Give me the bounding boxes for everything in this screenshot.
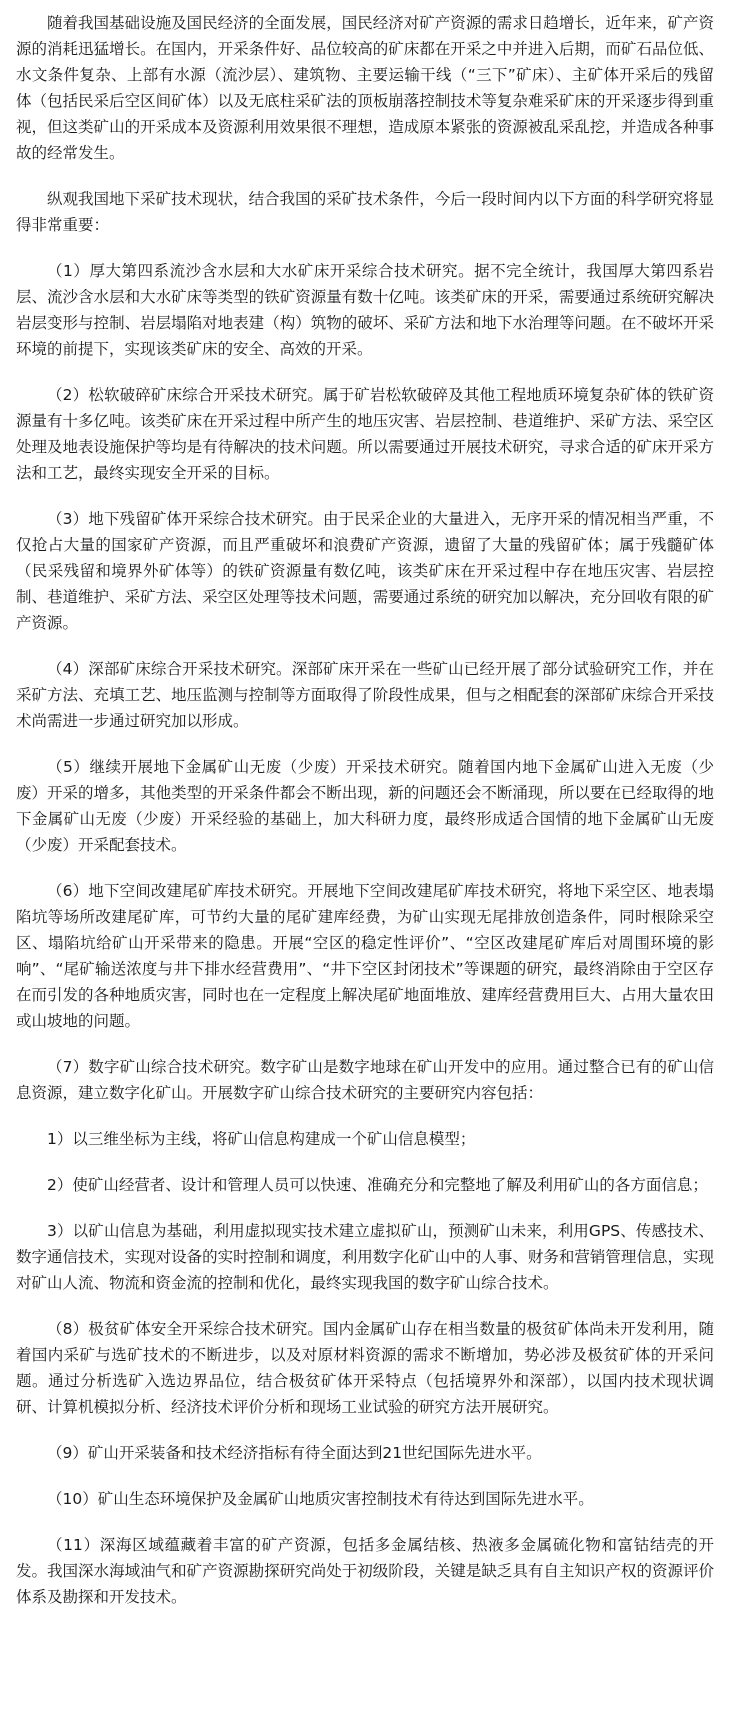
paragraph-item-2: （2）松软破碎矿床综合开采技术研究。属于矿岩松软破碎及其他工程地质环境复杂矿体的铁矿资源量有十多亿吨。该类矿床在开采过程中所产生的地压灾害、岩层控制、巷道维护、采矿方法、采空区处理及地表设施保护等均是有待解决的技术问题。所以需要通过开展技术研究，寻求合适的矿床开采方法和工艺，最终实现安全开采的目标。 xyxy=(16,386,714,482)
paragraph-item-10: （10）矿山生态环境保护及金属矿山地质灾害控制技术有待达到国际先进水平。 xyxy=(47,1490,594,1508)
paragraph-item-4: （4）深部矿床综合开采技术研究。深部矿床开采在一些矿山已经开展了部分试验研究工作，并在采矿方法、充填工艺、地压监测与控制等方面取得了阶段性成果，但与之相配套的深部矿床综合开采技术尚需进一步通过研究加以形成。 xyxy=(16,660,714,730)
paragraph-item-7: （7）数字矿山综合技术研究。数字矿山是数字地球在矿山开发中的应用。通过整合已有的矿山信息资源，建立数字化矿山。开展数字矿山综合技术研究的主要研究内容包括： xyxy=(16,1058,714,1102)
paragraph-item-5: （5）继续开展地下金属矿山无废（少废）开采技术研究。随着国内地下金属矿山进入无废（少废）开采的增多，其他类型的开采条件都会不断出现，新的问题还会不断涌现，所以要在已经取得的地下金属矿山无废（少废）开采经验的基础上，加大科研力度，最终形成适合国情的地下金属矿山无废（少废）开采配套技术。 xyxy=(16,758,714,854)
paragraph-item-11: （11）深海区域蕴藏着丰富的矿产资源，包括多金属结核、热液多金属硫化物和富钴结壳的开发。我国深水海域油气和矿产资源勘探研究尚处于初级阶段，关键是缺乏具有自主知识产权的资源评价体系及勘探和开发技术。 xyxy=(16,1536,714,1606)
paragraph-item-8: （8）极贫矿体安全开采综合技术研究。国内金属矿山存在相当数量的极贫矿体尚未开发利用，随着国内采矿与选矿技术的不断进步，以及对原材料资源的需求不断增加，势必涉及极贫矿体的开采问题。通过分析选矿入选边界品位，结合极贫矿体开采特点（包括境界外和深部），以国内技术现状调研、计算机模拟分析、经济技术评价分析和现场工业试验的研究方法开展研究。 xyxy=(16,1320,714,1416)
paragraph-item-3: （3）地下残留矿体开采综合技术研究。由于民采企业的大量进入，无序开采的情况相当严重，不仅抢占大量的国家矿产资源，而且严重破坏和浪费矿产资源，遗留了大量的残留矿体；属于残髓矿体（民采残留和境界外矿体等）的铁矿资源量有数亿吨，该类矿床在开采过程中存在地压灾害、岩层控制、巷道维护、采矿方法、采空区处理等技术问题，需要通过系统的研究加以解决，充分回收有限的矿产资源。 xyxy=(16,510,714,632)
paragraph-subitem-2: 2）使矿山经营者、设计和管理人员可以快速、准确充分和完整地了解及利用矿山的各方面信息； xyxy=(47,1176,708,1194)
paragraph-intro: 随着我国基础设施及国民经济的全面发展，国民经济对矿产资源的需求日趋增长，近年来，矿产资源的消耗迅猛增长。在国内，开采条件好、品位较高的矿床都在开采之中并进入后期，而矿石品位低、水文条件复杂、上部有水源（流沙层）、建筑物、主要运输干线（“三下”矿床）、主矿体开采后的残留体（包括民采后空区间矿体）以及无底柱采矿法的顶板崩落控制技术等复杂难采矿床的开采逐步得到重视，但这类矿山的开采成本及资源利用效果很不理想，造成原本紧张的资源被乱采乱挖，并造成各种事故的经常发生。 xyxy=(16,14,714,162)
paragraph-item-1: （1）厚大第四系流沙含水层和大水矿床开采综合技术研究。据不完全统计，我国厚大第四系岩层、流沙含水层和大水矿床等类型的铁矿资源量有数十亿吨。该类矿床的开采，需要通过系统研究解决岩层变形与控制、岩层塌陷对地表建（构）筑物的破坏、采矿方法和地下水治理等问题。在不破坏开采环境的前提下，实现该类矿床的安全、高效的开采。 xyxy=(16,262,714,358)
paragraph-item-9: （9）矿山开采装备和技术经济指标有待全面达到21世纪国际先进水平。 xyxy=(47,1444,542,1462)
paragraph-item-6: （6）地下空间改建尾矿库技术研究。开展地下空间改建尾矿库技术研究，将地下采空区、地表塌陷坑等场所改建尾矿库，可节约大量的尾矿建库经费，为矿山实现无尾排放创造条件，同时根除采空区、塌陷坑给矿山开采带来的隐患。开展“空区的稳定性评价”、“空区改建尾矿库后对周围环境的影响”、“尾矿输送浓度与井下排水经营费用”、“井下空区封闭技术”等课题的研究，最终消除由于空区存在而引发的各种地质灾害，同时也在一定程度上解决尾矿地面堆放、建库经营费用巨大、占用大量农田或山坡地的问题。 xyxy=(16,882,714,1030)
paragraph-overview: 纵观我国地下采矿技术现状，结合我国的采矿技术条件，今后一段时间内以下方面的科学研究将显得非常重要： xyxy=(16,190,714,234)
paragraph-subitem-3: 3）以矿山信息为基础，利用虚拟现实技术建立虚拟矿山，预测矿山未来，利用GPS、传感技术、数字通信技术，实现对设备的实时控制和调度，利用数字化矿山中的人事、财务和营销管理信息，实现对矿山人流、物流和资金流的控制和优化，最终实现我国的数字矿山综合技术。 xyxy=(16,1222,714,1292)
paragraph-subitem-1: 1）以三维坐标为主线，将矿山信息构建成一个矿山信息模型； xyxy=(47,1130,476,1148)
